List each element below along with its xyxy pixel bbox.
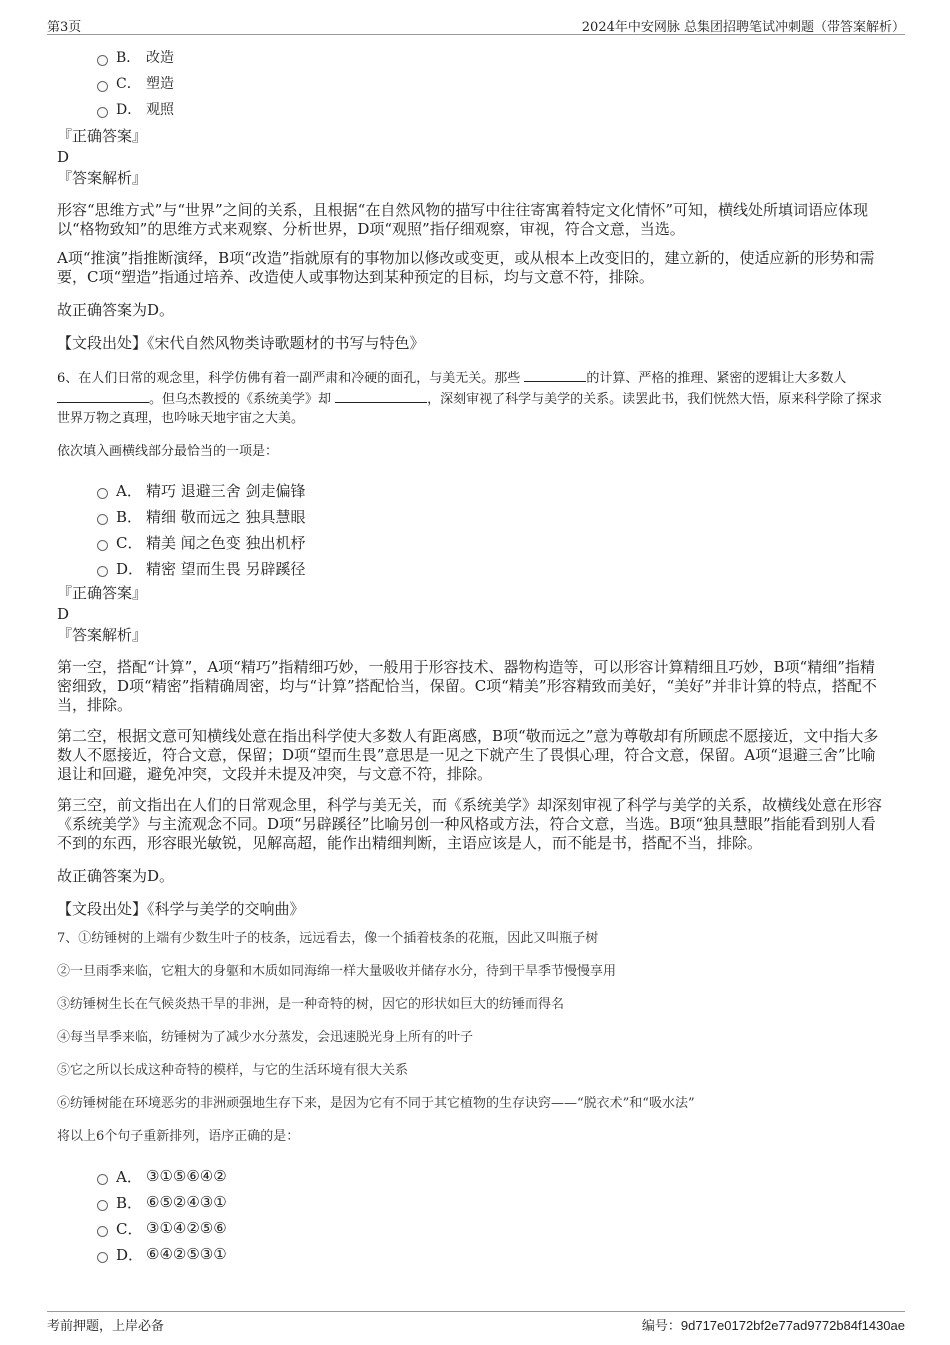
analysis-label: 『答案解析』 <box>57 169 148 187</box>
radio-icon[interactable] <box>97 55 108 66</box>
fill-blank <box>524 367 586 382</box>
radio-icon[interactable] <box>97 81 108 92</box>
sentence-line: ⑥纺锤树能在环境恶劣的非洲顽强地生存下来，是因为它有不同于其它植物的生存诀窍——“脱衣术”和“吸水法” <box>57 1096 695 1111</box>
question-stem: 6、在人们日常的观念里，科学仿佛有着一副严肃和冷硬的面孔，与美无关。那些 的计算、严格的推理、紧密的逻辑让大多数人 。但乌杰教授的《系统美学》却 ，深刻审视了科学与美学的关系。读罢此书，我们恍然大悟，原来科学除了探求世界万物之真理，也吟咏天地宇宙之大美。 <box>57 367 887 428</box>
sentence-line: 7、①纺锤树的上端有少数生叶子的枝条，远远看去，像一个插着枝条的花瓶，因此又叫瓶子树 <box>57 931 599 946</box>
option-d[interactable]: D． ⑥④②⑤③① <box>97 1241 887 1267</box>
radio-icon[interactable] <box>97 514 108 525</box>
option-c[interactable]: C． 塑造 <box>97 70 887 96</box>
page-number: 第3页 <box>47 20 82 35</box>
option-d[interactable]: D． 精密 望而生畏 另辟蹊径 <box>97 555 887 581</box>
question-prompt: 依次填入画横线部分最恰当的一项是： <box>57 444 279 459</box>
q6-options <box>57 477 887 581</box>
option-d[interactable]: D． 观照 <box>97 96 887 122</box>
q7-options <box>57 1163 887 1267</box>
fill-blank <box>57 388 149 403</box>
option-a[interactable]: A． ③①⑤⑥④② <box>97 1163 887 1189</box>
page-header <box>47 14 905 35</box>
option-c[interactable]: C． ③①④②⑤⑥ <box>97 1215 887 1241</box>
option-c[interactable]: C． 精美 闻之色变 独出机杼 <box>97 529 887 555</box>
analysis-paragraph: 故正确答案为D。 <box>57 301 175 319</box>
radio-icon[interactable] <box>97 1226 108 1237</box>
answer-value: D <box>57 148 70 166</box>
option-a[interactable]: A． 精巧 退避三舍 剑走偏锋 <box>97 477 887 503</box>
analysis-paragraph: 故正确答案为D。 <box>57 867 175 885</box>
document-content <box>57 44 887 1267</box>
radio-icon[interactable] <box>97 1252 108 1263</box>
sentence-line: ②一旦雨季来临，它粗大的身躯和木质如同海绵一样大量吸收并储存水分，待到干旱季节慢慢享用 <box>57 964 617 979</box>
analysis-paragraph: A项“推演”指推断演绎，B项“改造”指就原有的事物加以修改或变更，或从根本上改变旧的，建立新的，使适应新的形势和需要，C项“塑造”指通过培养、改造使人或事物达到某种预定的目标，均与文意不符，排除。 <box>57 249 875 286</box>
fill-blank <box>335 388 427 403</box>
question-prompt: 将以上6个句子重新排列，语序正确的是： <box>57 1129 300 1144</box>
sentence-line: ④每当旱季来临，纺锤树为了减少水分蒸发，会迅速脱光身上所有的叶子 <box>57 1030 474 1045</box>
footer-slogan: 考前押题，上岸必备 <box>47 1319 165 1334</box>
q5-options <box>57 44 887 122</box>
option-b[interactable]: B． ⑥⑤②④③① <box>97 1189 887 1215</box>
analysis-paragraph: 形容“思维方式”与“世界”之间的关系，且根据“在自然风物的描写中往往寄寓着特定文化情怀”可知，横线处所填词语应体现以“格物致知”的思维方式来观察、分析世界，D项“观照”指仔细观察，审视，符合文意，当选。 <box>57 201 869 238</box>
sentence-line: ③纺锤树生长在气候炎热干旱的非洲，是一种奇特的树，因它的形状如巨大的纺锤而得名 <box>57 997 565 1012</box>
page-footer <box>47 1311 905 1336</box>
source-citation: 【文段出处】《宋代自然风物类诗歌题材的书写与特色》 <box>57 334 425 352</box>
analysis-paragraph: 第一空，搭配“计算”，A项“精巧”指精细巧妙，一般用于形容技术、器物构造等，可以形容计算精细且巧妙，B项“精细”指精密细致，D项“精密”指精确周密，均与“计算”搭配恰当，保留。C项“精美”形容精致而美好，“美好”并非计算的特点，搭配不当，排除。 <box>57 658 877 714</box>
answer-value: D <box>57 605 70 623</box>
radio-icon[interactable] <box>97 107 108 118</box>
answer-label: 『正确答案』 <box>57 584 148 602</box>
q7-sentences <box>57 929 887 1147</box>
option-b[interactable]: B． 精细 敬而远之 独具慧眼 <box>97 503 887 529</box>
radio-icon[interactable] <box>97 1174 108 1185</box>
radio-icon[interactable] <box>97 540 108 551</box>
analysis-paragraph: 第三空，前文指出在人们的日常观念里，科学与美无关，而《系统美学》却深刻审视了科学与美学的关系，故横线处意在形容《系统美学》与主流观念不同。D项“另辟蹊径”比喻另创一种风格或方法，符合文意，当选。B项“独具慧眼”指能看到别人看不到的东西，形容眼光敏锐，见解高超，能作出精细判断，主语应该是人，而不能是书，搭配不当，排除。 <box>57 796 883 852</box>
analysis-paragraph: 第二空，根据文意可知横线处意在指出科学使大多数人有距离感，B项“敬而远之”意为尊敬却有所顾虑不愿接近，文中指大多数人不愿接近，符合文意，保留；D项“望而生畏”意思是一见之下就产生了畏惧心理，符合文意，保留。A项“退避三舍”比喻退让和回避，避免冲突，文段并未提及冲突，与文意不符，排除。 <box>57 727 879 783</box>
document-title: 2024年中安网脉 总集团招聘笔试冲刺题（带答案解析） <box>581 20 905 35</box>
radio-icon[interactable] <box>97 566 108 577</box>
radio-icon[interactable] <box>97 1200 108 1211</box>
source-citation: 【文段出处】《科学与美学的交响曲》 <box>57 900 305 918</box>
document-code: 编号：9d717e0172bf2e77ad9772b84f1430ae <box>641 1318 905 1334</box>
option-b[interactable]: B． 改造 <box>97 44 887 70</box>
sentence-line: ⑤它之所以长成这种奇特的模样，与它的生活环境有很大关系 <box>57 1063 409 1078</box>
answer-label: 『正确答案』 <box>57 127 148 145</box>
radio-icon[interactable] <box>97 488 108 499</box>
analysis-label: 『答案解析』 <box>57 626 148 644</box>
